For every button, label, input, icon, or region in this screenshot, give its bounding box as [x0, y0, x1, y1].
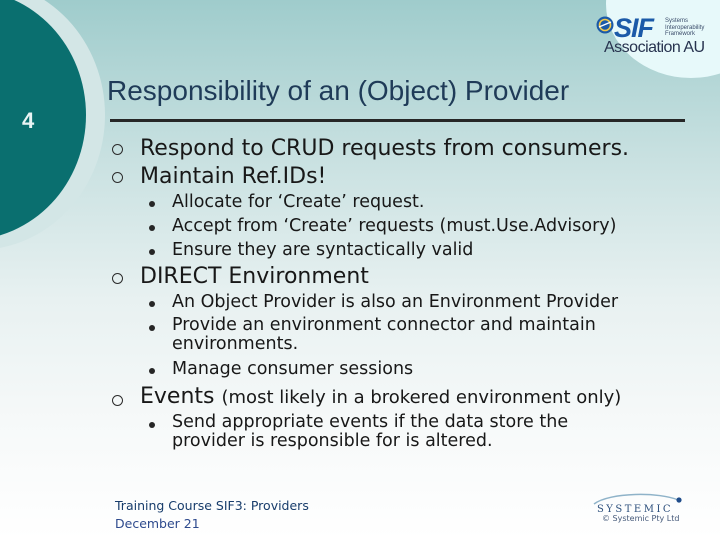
hollow-bullet-icon	[112, 172, 123, 183]
sub-bullet-item: An Object Provider is also an Environment Provider	[172, 292, 619, 312]
sif-emblem-icon	[596, 16, 614, 34]
hollow-bullet-icon	[112, 395, 123, 406]
bullet-item-text: Events	[140, 384, 215, 409]
sub-bullet-line: provider is responsible for is altered.	[172, 431, 493, 451]
dot-bullet-icon	[149, 422, 155, 428]
sub-bullet-item: Allocate for ‘Create’ request.	[172, 192, 425, 212]
sub-bullet-item	[172, 413, 568, 451]
dot-bullet-icon	[149, 201, 155, 207]
dot-bullet-icon	[149, 225, 155, 231]
footer-copyright: © Systemic Pty Ltd	[602, 514, 680, 523]
sub-bullet-line: Send appropriate events if the data store the	[172, 412, 569, 432]
bullet-item: DIRECT Environment	[140, 264, 369, 289]
sub-bullet-item: Ensure they are syntactically valid	[172, 240, 474, 260]
bullet-item-subtext: (most likely in a brokered environment only)	[221, 387, 622, 408]
sif-association-logo	[590, 10, 715, 58]
sub-bullet-item: Manage consumer sessions	[172, 359, 414, 379]
logo-tagline-line: Systems	[665, 18, 689, 24]
sub-bullet-line: environments.	[172, 334, 299, 354]
hollow-bullet-icon	[112, 273, 123, 284]
logo-tagline	[665, 18, 715, 38]
logo-brand: SIF	[614, 13, 654, 43]
logo-association: Association AU	[604, 39, 705, 56]
dot-bullet-icon	[149, 325, 155, 331]
dot-bullet-icon	[149, 249, 155, 255]
title-divider	[110, 119, 685, 122]
systemic-logo-text: SYSTEMIC	[596, 504, 674, 515]
hollow-bullet-icon	[112, 144, 123, 155]
logo-tagline-line: Interoperability	[665, 24, 705, 31]
bullet-item	[140, 384, 621, 409]
slide-title: Responsibility of an (Object) Provider	[107, 75, 570, 106]
bullet-item: Respond to CRUD requests from consumers.	[140, 136, 630, 161]
footer-course: Training Course SIF3: Providers	[115, 498, 309, 513]
dot-bullet-icon	[149, 301, 155, 307]
sub-bullet-item: Accept from ‘Create’ requests (must.Use.Advisory)	[172, 216, 617, 236]
sub-bullet-item	[172, 316, 596, 354]
logo-tagline-line: Framework	[665, 31, 696, 38]
footer-date: December 21	[115, 516, 200, 531]
sub-bullet-line: Provide an environment connector and maintain	[172, 315, 596, 335]
dot-bullet-icon	[149, 368, 155, 374]
bullet-item: Maintain Ref.IDs!	[140, 164, 327, 189]
slide-number: 4	[22, 108, 35, 133]
